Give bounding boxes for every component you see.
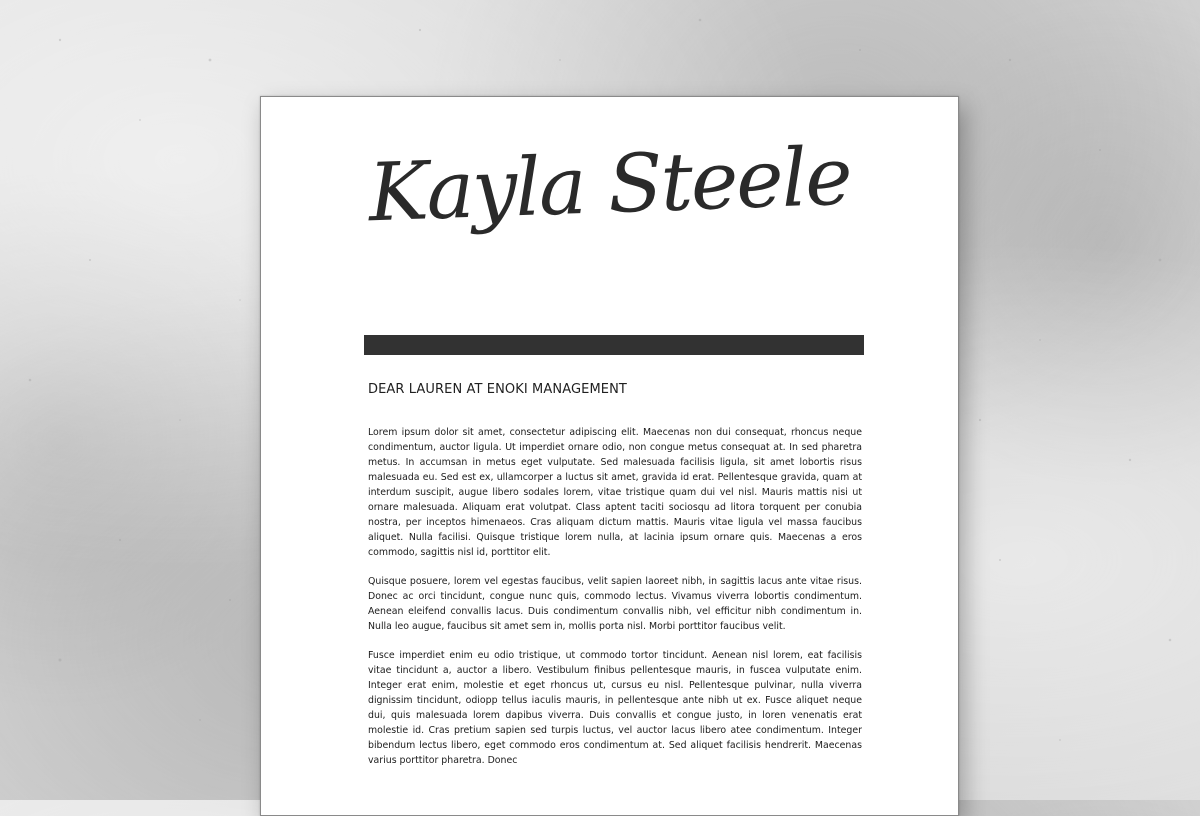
body-paragraph-3: Fusce imperdiet enim eu odio tristique, ut commodo tortor tincidunt. Aenean nisl lorem, eat facilisis vitae tincidunt a, auctor a libero. Vestibulum finibus pellentesque mauris, in fuscea vulputate enim. Integer erat enim, molestie et eget rhoncus ut, cursus eu nisl. Pellentesque pulvinar, nulla viverra dignissim tincidunt, odiopp tellus iaculis mauris, in pellentesque ante nibh ut ex. Fusce aliquet neque dui, quis malesuada lorem dapibus viverra. Duis convallis et congue justo, in loren venenatis erat molestie id. Cras pretium sapien sed turpis luctus, vel auctor lacus libero atee condimentum. Integer bibendum lectus libero, eget commodo eros condimentum at. Sed aliquet facilisis hendrerit. Maecenas varius porttitor pharetra. Donec: [368, 650, 862, 766]
applicant-name: Kayla Steele: [367, 129, 852, 240]
letter-body: [368, 425, 862, 782]
salutation: DEAR LAUREN AT ENOKI MANAGEMENT: [368, 382, 627, 397]
body-paragraph-1: Lorem ipsum dolor sit amet, consectetur adipiscing elit. Maecenas non dui consequat, rhoncus neque condimentum, auctor ligula. Ut imperdiet ornare odio, non congue metus consequat at. In sed pharetra metus. In accumsan in metus eget vulputate. Sed malesuada facilisis ligula, sit amet lobortis risus malesuada eu. Sed est ex, ullamcorper a luctus sit amet, gravida id erat. Pellentesque gravida, quam at interdum suscipit, augue libero sodales lorem, vitae tristique quam dui vel nisl. Mauris mattis nisi ut ornare malesuada. Aliquam erat volutpat. Class aptent taciti sociosqu ad litora torquent per conubia nostra, per inceptos himenaeos. Cras aliquam dictum mattis. Mauris vitae ligula vel massa faucibus aliquet. Nulla facilisi. Quisque tristique lorem nulla, at lacinia ipsum ornare quis. Maecenas a eros commodo, sagittis nisl id, porttitor elit.: [368, 427, 862, 558]
header-divider-bar: [364, 335, 864, 355]
body-paragraph-2: Quisque posuere, lorem vel egestas faucibus, velit sapien laoreet nibh, in sagittis lacus ante vitae risus. Donec ac orci tincidunt, congue nunc quis, commodo lectus. Vivamus viverra lobortis condimentum. Aenean eleifend convallis lacus. Duis condimentum convallis nibh, vel efficitur nibh condimentum in. Nulla leo augue, faucibus sit amet sem in, mollis porta nisl. Morbi porttitor faucibus velit.: [368, 576, 862, 632]
letter-page: [260, 96, 959, 816]
